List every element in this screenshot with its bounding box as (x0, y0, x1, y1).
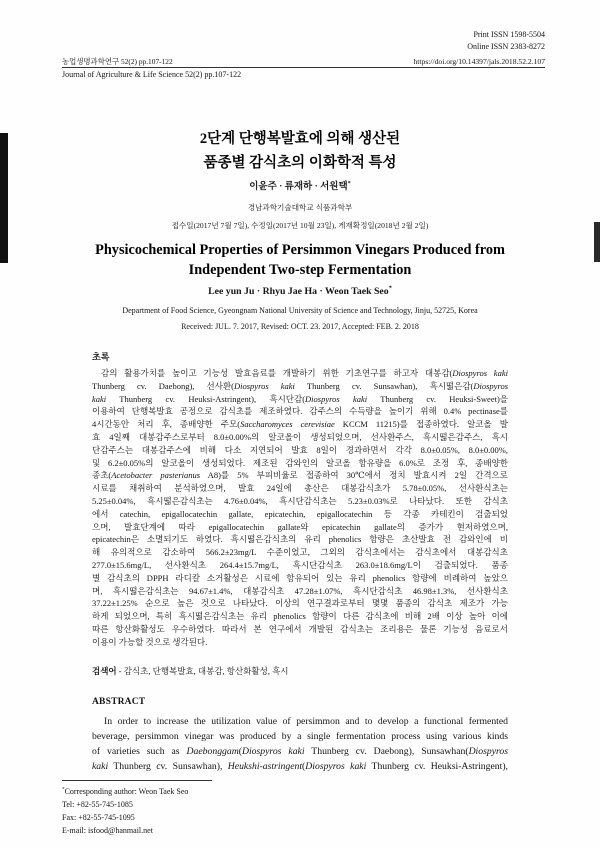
italic-text-segment: Heukshi-astringent (227, 760, 303, 772)
korean-title-line: 품종별 감식초의 이화학적 특성 (203, 155, 397, 171)
abstract-line (92, 367, 508, 380)
running-head (62, 56, 545, 67)
text-segment: beverage, persimmon vinegar was produced by a single fermentation process using various kinds (92, 730, 508, 742)
abstract-line (92, 744, 508, 759)
abstract-line (92, 759, 508, 774)
text-segment: Thunberg cv. Heuksi-Sweet)을 (367, 393, 509, 404)
text-segment: 시료를 채취하여 분석하였으며, 발효 24일에 총산은 대봉감식초가 5.78±0.05%, 선사환식초는 (92, 483, 509, 494)
text-segment: 에서 catechin, epigallocatechin gallate, epicatechin, epigallocatechin 등 각종 카테킨이 검출되었 (92, 508, 509, 519)
text-segment: 효 4일째 대봉감주스로부터 8.0±0.00%의 알코올이 생성되었으며, 선사환주스, 흑시떫은감주스, 흑시 (92, 431, 508, 442)
italic-text-segment: Diospyros kaki (305, 393, 368, 404)
text-segment: Thunberg cv. Heuksi-Astringent), 흑시단감( (106, 393, 306, 404)
doi-link[interactable]: https://doi.org/10.14397/jals.2018.52.2.107 (413, 57, 545, 66)
english-abstract-body (92, 714, 508, 774)
english-affiliation: Department of Food Science, Gyeongnam National University of Science and Technology, Jinju, 52725, Korea (122, 306, 478, 315)
english-title-line: Independent Two-step Fermentation (188, 262, 412, 278)
abstract-line (92, 533, 508, 546)
italic-text-segment: Diospyros kaki (241, 745, 305, 757)
text-segment: A8)를 5% 부피비율로 접종하여 30℃에서 정치 발효시켜 2일 간격으로 (200, 470, 508, 481)
abstract-line (92, 610, 508, 623)
keywords (92, 665, 289, 677)
text-segment: 해 유의적으로 감소하여 566.2±23mg/L 수준이었고, 그외의 감식초에서는 감식초에서 대봉감식초 (92, 547, 508, 558)
italic-text-segment: Diospyros kaki (234, 380, 295, 391)
telephone: Tel: +82-55-745-1085 (62, 799, 133, 809)
text-segment: 및 6.2±0.05%의 알코올이 생성되었다. 제조된 감와인의 알코올 함유량을 6.0%로 조정 후, 종배양한 (92, 457, 509, 468)
english-submission-dates: Received: JUL. 7. 2017, Revised: OCT. 23. 2017, Accepted: FEB. 2. 2018 (181, 322, 419, 331)
english-abstract-heading: ABSTRACT (92, 697, 146, 707)
korean-title (0, 127, 600, 175)
korean-abstract-body (92, 367, 508, 649)
italic-text-segment: Daebonggam (186, 745, 239, 757)
korean-affiliation: 경남과학기술대학교 식품과학부 (247, 203, 353, 212)
text-segment: In order to increase the utilization value of persimmon and to develop a functional fermented (104, 715, 509, 727)
fax: Fax: +82-55-745-1095 (62, 812, 135, 822)
abstract-line (92, 444, 508, 457)
korean-authors (0, 181, 600, 193)
english-title (0, 240, 600, 280)
abstract-line (92, 585, 508, 598)
text-segment: 이용하여 단행복발효 공정으로 감식초를 제조하였다. 감주스의 수득량을 높이기 위해 0.4% pectinase를 (92, 406, 509, 417)
text-segment: 4시간동안 처리 후, 종배양한 주모( (92, 419, 241, 430)
text-segment: 277.0±15.6mg/L, 선사환식초 264.4±15.7mg/L, 흑시단감식초 263.0±18.6mg/L이 검출되었다. 품종 (92, 559, 508, 570)
korean-submission-dates: 접수일(2017년 7월 7일), 수정일(2017년 10월 23일), 게재확정일(2018년 2월 2일) (171, 220, 429, 230)
abstract-line (92, 572, 508, 585)
email-link[interactable]: isfood@hanmail.net (88, 825, 153, 835)
abstract-line (92, 457, 508, 470)
text-segment: epicatechin은 소멸되기도 하였다. 흑시떫은감식초의 유리 phenolics 함량은 초산발효 전 감와인에 비 (92, 534, 509, 545)
italic-text-segment: kaki (92, 760, 109, 772)
text-segment: ( (302, 760, 306, 772)
abstract-line (92, 469, 508, 482)
italic-text-segment: Saccharomyces cerevisiae (240, 419, 335, 430)
abstract-line (92, 546, 508, 559)
corresponding-author-footnote (62, 785, 188, 837)
corresponding-author-name: Corresponding author: Weon Taek Seo (64, 786, 189, 796)
text-segment: KCCM 11215)를 접종하였다. 알코올 발 (334, 419, 508, 430)
journal-citation-korean: 농업생명과학연구 52(2) pp.107-122 (62, 57, 173, 66)
abstract-line (92, 636, 508, 649)
abstract-line (92, 482, 508, 495)
text-segment: 37.22±1.25% 순으로 높은 것으로 나타났다. 이상의 연구결과로부터 몇몇 품종의 감식초 제조가 가능 (92, 598, 508, 609)
corresponding-author-mark: * (62, 785, 65, 792)
online-issn: Online ISSN 2383-8272 (467, 42, 545, 51)
keywords-label: 검색어 (92, 666, 117, 676)
text-segment: 으며, 발효단계에 따라 epigallocatechin gallate와 epicatechin gallate의 증가가 현저하였으며, (92, 521, 508, 532)
text-segment: 종초( (92, 470, 112, 481)
text-segment: Thunberg cv. Daebong), 선사환( (92, 380, 234, 391)
english-authors (0, 286, 600, 298)
text-segment: 따른 항산화활성도 우수하였다. 따라서 본 연구에서 개발된 감식초는 조리용은 물론 기능성 음료로서 (92, 623, 508, 634)
abstract-line (92, 729, 508, 744)
text-segment: Thunberg cv. Heuksi-Astringent), (366, 760, 508, 772)
text-segment: 5.25±0.04%, 흑시떫은감식초는 4.76±0.04%, 흑시단감식초는 5.23±0.03%로 나타났다. 또한 감식초 (92, 495, 508, 506)
text-segment: 단감주스는 대봉감주스에 비해 다소 지연되어 발효 8일이 경과하면서 각각 8.0±0.05%, 8.0±0.00%, (92, 444, 508, 455)
corresponding-author-mark: * (388, 284, 392, 292)
italic-text-segment: Diospyros kaki (452, 368, 508, 378)
english-title-line: Physicochemical Properties of Persimmon Vinegars Produced from (95, 242, 505, 258)
corresponding-author-line (62, 785, 188, 798)
text-segment: Thunberg cv. Sunsawhan), (108, 760, 228, 772)
text-segment: ( (238, 745, 242, 757)
journal-citation-english: Journal of Agriculture & Life Science 52(2) pp.107-122 (62, 70, 242, 79)
abstract-line (92, 714, 508, 729)
abstract-line (92, 623, 508, 636)
italic-text-segment: Diospyros (473, 380, 509, 391)
text-segment: 감의 활용가치를 높이고 기능성 발효음료를 개발하기 위한 기초연구를 하고자 대봉감( (101, 368, 453, 378)
italic-text-segment: Acetobacter pasterianus (111, 470, 201, 481)
text-segment: 별 감식초의 DPPH 라디칼 소거활성은 시료에 함유되어 있는 유리 phenolics 함량에 비례하여 높았으 (92, 572, 508, 583)
korean-title-line: 2단계 단행복발효에 의해 생산된 (199, 131, 401, 147)
abstract-line (92, 393, 508, 406)
corresponding-author-mark: * (347, 180, 351, 187)
abstract-line (92, 521, 508, 534)
text-segment: Thunberg cv. Sunsawhan), 흑시떫은감( (294, 380, 474, 391)
abstract-line (92, 495, 508, 508)
header-rule (62, 67, 545, 68)
italic-text-segment: Diospyros kaki (305, 760, 367, 772)
korean-author-names: 이윤주 · 류재하 · 서원택 (249, 182, 348, 192)
footnote-rule (62, 780, 212, 781)
text-segment: 이용이 가능할 것으로 생각된다. (92, 636, 208, 647)
text-segment: Thunberg cv. Daebong), Sunsawhan( (304, 745, 469, 757)
text-segment: 며, 흑시떫은감식초는 94.67±1.4%, 대봉감식초 47.28±1.07%, 흑시단감식초 46.98±1.3%, 선사환식초 (92, 585, 508, 596)
abstract-line (92, 431, 508, 444)
italic-text-segment: kaki (92, 393, 107, 404)
english-author-names: Lee yun Ju · Rhyu Jae Ha · Weon Taek Seo (208, 286, 389, 297)
text-segment: 하게 되었으며, 특히 흑시떫은감식초는 유리 phenolics 함량이 다른 감식초에 비해 2배 이상 높아 이에 (92, 611, 508, 622)
abstract-line (92, 405, 508, 418)
abstract-line (92, 508, 508, 521)
italic-text-segment: Diospyros (468, 745, 509, 757)
text-segment: of varieties such as (92, 745, 187, 757)
korean-abstract-heading: 초록 (92, 352, 110, 362)
print-issn: Print ISSN 1598-5504 (473, 30, 545, 39)
abstract-line (92, 380, 508, 393)
email-label: E-mail: (62, 825, 88, 835)
email-line (62, 824, 188, 837)
abstract-line (92, 597, 508, 610)
abstract-line (92, 418, 508, 431)
abstract-line (92, 559, 508, 572)
keywords-terms: - 감식초, 단행복발효, 대봉감, 항산화활성, 흑시 (118, 666, 289, 676)
